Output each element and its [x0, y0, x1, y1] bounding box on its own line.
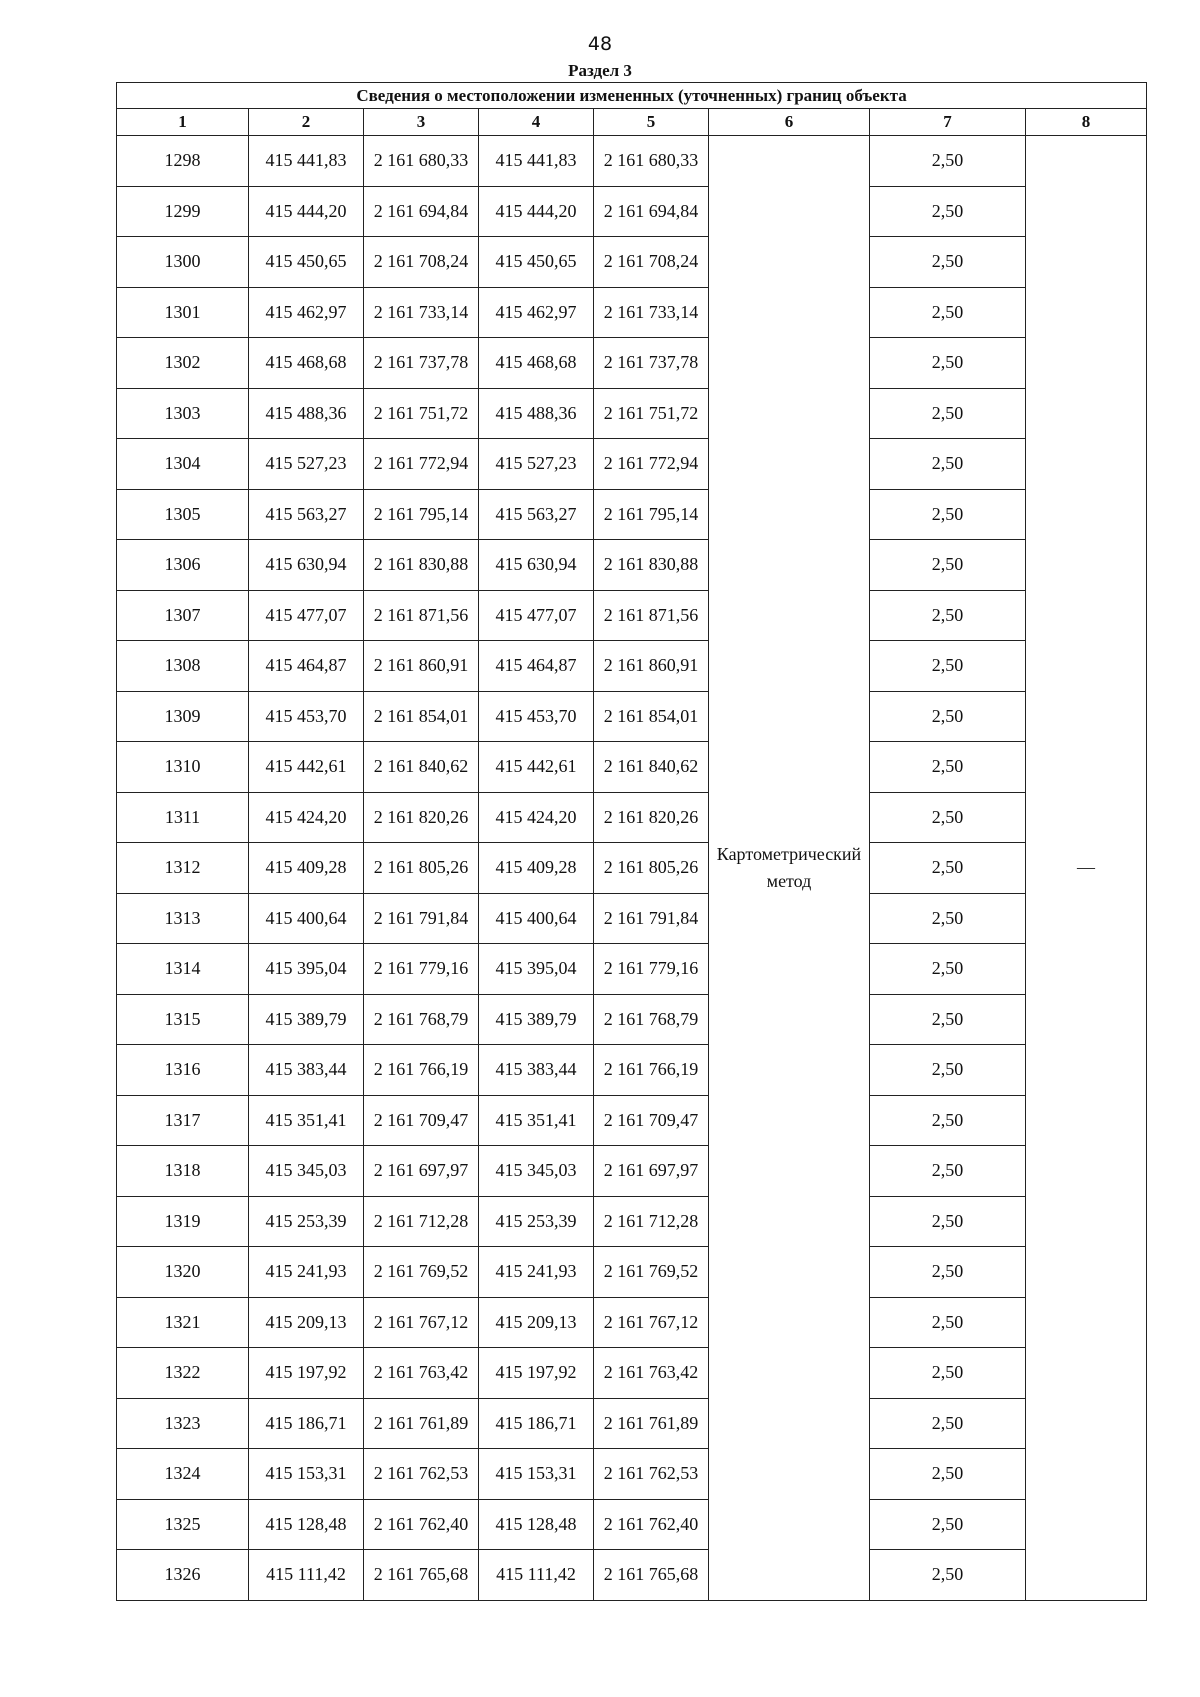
table-row — [117, 1449, 1147, 1500]
x-coordinate-refined-cell: 415 477,07 — [479, 590, 594, 641]
x-coordinate-existing-cell: 415 197,92 — [249, 1348, 364, 1399]
column-number: 4 — [479, 109, 594, 136]
x-coordinate-refined-cell: 415 253,39 — [479, 1196, 594, 1247]
y-coordinate-refined-cell: 2 161 772,94 — [594, 439, 709, 490]
accuracy-cell: 2,50 — [870, 388, 1026, 439]
x-coordinate-existing-cell: 415 111,42 — [249, 1550, 364, 1601]
y-coordinate-existing-cell: 2 161 680,33 — [364, 136, 479, 187]
accuracy-cell: 2,50 — [870, 186, 1026, 237]
column-8-cell: — — [1026, 136, 1147, 1601]
point-number-cell: 1310 — [117, 742, 249, 793]
x-coordinate-refined-cell: 415 395,04 — [479, 944, 594, 995]
y-coordinate-refined-cell: 2 161 791,84 — [594, 893, 709, 944]
point-number-cell: 1301 — [117, 287, 249, 338]
y-coordinate-refined-cell: 2 161 795,14 — [594, 489, 709, 540]
y-coordinate-existing-cell: 2 161 791,84 — [364, 893, 479, 944]
y-coordinate-refined-cell: 2 161 765,68 — [594, 1550, 709, 1601]
accuracy-cell: 2,50 — [870, 1095, 1026, 1146]
accuracy-cell: 2,50 — [870, 1398, 1026, 1449]
x-coordinate-existing-cell: 415 450,65 — [249, 237, 364, 288]
x-coordinate-refined-cell: 415 389,79 — [479, 994, 594, 1045]
table-row — [117, 439, 1147, 490]
point-number-cell: 1320 — [117, 1247, 249, 1298]
page-number: 48 — [587, 33, 613, 55]
table-row — [117, 338, 1147, 389]
point-number-cell: 1314 — [117, 944, 249, 995]
point-number-cell: 1316 — [117, 1045, 249, 1096]
accuracy-cell: 2,50 — [870, 338, 1026, 389]
table-row — [117, 994, 1147, 1045]
table-row — [117, 1348, 1147, 1399]
column-number: 5 — [594, 109, 709, 136]
accuracy-cell: 2,50 — [870, 1348, 1026, 1399]
table-row — [117, 792, 1147, 843]
table-row — [117, 691, 1147, 742]
y-coordinate-refined-cell: 2 161 709,47 — [594, 1095, 709, 1146]
y-coordinate-refined-cell: 2 161 820,26 — [594, 792, 709, 843]
x-coordinate-existing-cell: 415 488,36 — [249, 388, 364, 439]
accuracy-cell: 2,50 — [870, 893, 1026, 944]
table-row — [117, 1247, 1147, 1298]
point-number-cell: 1308 — [117, 641, 249, 692]
accuracy-cell: 2,50 — [870, 994, 1026, 1045]
x-coordinate-refined-cell: 415 128,48 — [479, 1499, 594, 1550]
table-row — [117, 1095, 1147, 1146]
y-coordinate-existing-cell: 2 161 765,68 — [364, 1550, 479, 1601]
y-coordinate-existing-cell: 2 161 762,40 — [364, 1499, 479, 1550]
table-row — [117, 590, 1147, 641]
accuracy-cell: 2,50 — [870, 1146, 1026, 1197]
accuracy-cell: 2,50 — [870, 540, 1026, 591]
table-row — [117, 1196, 1147, 1247]
accuracy-cell: 2,50 — [870, 489, 1026, 540]
x-coordinate-existing-cell: 415 453,70 — [249, 691, 364, 742]
column-number: 7 — [870, 109, 1026, 136]
x-coordinate-existing-cell: 415 409,28 — [249, 843, 364, 894]
x-coordinate-existing-cell: 415 464,87 — [249, 641, 364, 692]
accuracy-cell: 2,50 — [870, 742, 1026, 793]
table-row — [117, 1297, 1147, 1348]
y-coordinate-existing-cell: 2 161 830,88 — [364, 540, 479, 591]
accuracy-cell: 2,50 — [870, 1499, 1026, 1550]
method-cell — [709, 136, 870, 1601]
y-coordinate-refined-cell: 2 161 860,91 — [594, 641, 709, 692]
y-coordinate-refined-cell: 2 161 854,01 — [594, 691, 709, 742]
column-number: 3 — [364, 109, 479, 136]
y-coordinate-refined-cell: 2 161 767,12 — [594, 1297, 709, 1348]
y-coordinate-refined-cell: 2 161 697,97 — [594, 1146, 709, 1197]
accuracy-cell: 2,50 — [870, 590, 1026, 641]
y-coordinate-existing-cell: 2 161 709,47 — [364, 1095, 479, 1146]
x-coordinate-existing-cell: 415 424,20 — [249, 792, 364, 843]
y-coordinate-existing-cell: 2 161 708,24 — [364, 237, 479, 288]
accuracy-cell: 2,50 — [870, 843, 1026, 894]
y-coordinate-existing-cell: 2 161 768,79 — [364, 994, 479, 1045]
y-coordinate-existing-cell: 2 161 712,28 — [364, 1196, 479, 1247]
column-number: 2 — [249, 109, 364, 136]
point-number-cell: 1300 — [117, 237, 249, 288]
x-coordinate-existing-cell: 415 395,04 — [249, 944, 364, 995]
y-coordinate-refined-cell: 2 161 751,72 — [594, 388, 709, 439]
point-number-cell: 1306 — [117, 540, 249, 591]
accuracy-cell: 2,50 — [870, 287, 1026, 338]
point-number-cell: 1318 — [117, 1146, 249, 1197]
x-coordinate-existing-cell: 415 209,13 — [249, 1297, 364, 1348]
table-row — [117, 287, 1147, 338]
y-coordinate-refined-cell: 2 161 737,78 — [594, 338, 709, 389]
x-coordinate-existing-cell: 415 389,79 — [249, 994, 364, 1045]
x-coordinate-refined-cell: 415 468,68 — [479, 338, 594, 389]
accuracy-cell: 2,50 — [870, 691, 1026, 742]
x-coordinate-existing-cell: 415 345,03 — [249, 1146, 364, 1197]
x-coordinate-refined-cell: 415 186,71 — [479, 1398, 594, 1449]
x-coordinate-refined-cell: 415 345,03 — [479, 1146, 594, 1197]
x-coordinate-existing-cell: 415 630,94 — [249, 540, 364, 591]
y-coordinate-refined-cell: 2 161 769,52 — [594, 1247, 709, 1298]
table-row — [117, 1045, 1147, 1096]
point-number-cell: 1326 — [117, 1550, 249, 1601]
point-number-cell: 1299 — [117, 186, 249, 237]
point-number-cell: 1313 — [117, 893, 249, 944]
x-coordinate-refined-cell: 415 241,93 — [479, 1247, 594, 1298]
y-coordinate-refined-cell: 2 161 871,56 — [594, 590, 709, 641]
x-coordinate-refined-cell: 415 453,70 — [479, 691, 594, 742]
accuracy-cell: 2,50 — [870, 792, 1026, 843]
y-coordinate-refined-cell: 2 161 830,88 — [594, 540, 709, 591]
table-title: Сведения о местоположении измененных (уточненных) границ объекта — [117, 83, 1147, 109]
y-coordinate-refined-cell: 2 161 766,19 — [594, 1045, 709, 1096]
accuracy-cell: 2,50 — [870, 944, 1026, 995]
x-coordinate-refined-cell: 415 424,20 — [479, 792, 594, 843]
y-coordinate-existing-cell: 2 161 840,62 — [364, 742, 479, 793]
y-coordinate-existing-cell: 2 161 733,14 — [364, 287, 479, 338]
x-coordinate-existing-cell: 415 241,93 — [249, 1247, 364, 1298]
point-number-cell: 1311 — [117, 792, 249, 843]
x-coordinate-refined-cell: 415 563,27 — [479, 489, 594, 540]
table-row — [117, 489, 1147, 540]
table-row — [117, 641, 1147, 692]
x-coordinate-existing-cell: 415 153,31 — [249, 1449, 364, 1500]
table-row — [117, 388, 1147, 439]
column-number-row — [117, 109, 1147, 136]
y-coordinate-existing-cell: 2 161 769,52 — [364, 1247, 479, 1298]
point-number-cell: 1303 — [117, 388, 249, 439]
table-row — [117, 237, 1147, 288]
x-coordinate-existing-cell: 415 468,68 — [249, 338, 364, 389]
y-coordinate-existing-cell: 2 161 871,56 — [364, 590, 479, 641]
y-coordinate-existing-cell: 2 161 761,89 — [364, 1398, 479, 1449]
table-row — [117, 1499, 1147, 1550]
x-coordinate-existing-cell: 415 441,83 — [249, 136, 364, 187]
boundary-coordinates-table — [116, 82, 1147, 1601]
y-coordinate-refined-cell: 2 161 680,33 — [594, 136, 709, 187]
accuracy-cell: 2,50 — [870, 237, 1026, 288]
y-coordinate-existing-cell: 2 161 820,26 — [364, 792, 479, 843]
x-coordinate-refined-cell: 415 351,41 — [479, 1095, 594, 1146]
y-coordinate-refined-cell: 2 161 708,24 — [594, 237, 709, 288]
point-number-cell: 1304 — [117, 439, 249, 490]
y-coordinate-refined-cell: 2 161 712,28 — [594, 1196, 709, 1247]
x-coordinate-refined-cell: 415 400,64 — [479, 893, 594, 944]
x-coordinate-refined-cell: 415 488,36 — [479, 388, 594, 439]
point-number-cell: 1309 — [117, 691, 249, 742]
x-coordinate-refined-cell: 415 197,92 — [479, 1348, 594, 1399]
x-coordinate-refined-cell: 415 450,65 — [479, 237, 594, 288]
accuracy-cell: 2,50 — [870, 1045, 1026, 1096]
accuracy-cell: 2,50 — [870, 1297, 1026, 1348]
point-number-cell: 1325 — [117, 1499, 249, 1550]
x-coordinate-refined-cell: 415 630,94 — [479, 540, 594, 591]
y-coordinate-refined-cell: 2 161 768,79 — [594, 994, 709, 1045]
accuracy-cell: 2,50 — [870, 1247, 1026, 1298]
x-coordinate-existing-cell: 415 351,41 — [249, 1095, 364, 1146]
accuracy-cell: 2,50 — [870, 136, 1026, 187]
y-coordinate-existing-cell: 2 161 751,72 — [364, 388, 479, 439]
y-coordinate-existing-cell: 2 161 854,01 — [364, 691, 479, 742]
y-coordinate-existing-cell: 2 161 766,19 — [364, 1045, 479, 1096]
section-label: Раздел 3 — [568, 61, 632, 80]
y-coordinate-existing-cell: 2 161 737,78 — [364, 338, 479, 389]
y-coordinate-refined-cell: 2 161 805,26 — [594, 843, 709, 894]
y-coordinate-existing-cell: 2 161 762,53 — [364, 1449, 479, 1500]
x-coordinate-refined-cell: 415 444,20 — [479, 186, 594, 237]
y-coordinate-refined-cell: 2 161 762,53 — [594, 1449, 709, 1500]
table-row — [117, 944, 1147, 995]
x-coordinate-refined-cell: 415 442,61 — [479, 742, 594, 793]
point-number-cell: 1315 — [117, 994, 249, 1045]
x-coordinate-existing-cell: 415 442,61 — [249, 742, 364, 793]
y-coordinate-existing-cell: 2 161 697,97 — [364, 1146, 479, 1197]
accuracy-cell: 2,50 — [870, 1449, 1026, 1500]
y-coordinate-existing-cell: 2 161 860,91 — [364, 641, 479, 692]
y-coordinate-existing-cell: 2 161 805,26 — [364, 843, 479, 894]
accuracy-cell: 2,50 — [870, 1550, 1026, 1601]
point-number-cell: 1302 — [117, 338, 249, 389]
table-row — [117, 742, 1147, 793]
y-coordinate-existing-cell: 2 161 795,14 — [364, 489, 479, 540]
x-coordinate-refined-cell: 415 464,87 — [479, 641, 594, 692]
x-coordinate-existing-cell: 415 462,97 — [249, 287, 364, 338]
point-number-cell: 1324 — [117, 1449, 249, 1500]
table-row — [117, 186, 1147, 237]
table-row — [117, 843, 1147, 894]
x-coordinate-existing-cell: 415 477,07 — [249, 590, 364, 641]
y-coordinate-existing-cell: 2 161 767,12 — [364, 1297, 479, 1348]
table-row — [117, 1398, 1147, 1449]
y-coordinate-refined-cell: 2 161 694,84 — [594, 186, 709, 237]
point-number-cell: 1323 — [117, 1398, 249, 1449]
y-coordinate-refined-cell: 2 161 761,89 — [594, 1398, 709, 1449]
point-number-cell: 1317 — [117, 1095, 249, 1146]
y-coordinate-refined-cell: 2 161 762,40 — [594, 1499, 709, 1550]
x-coordinate-refined-cell: 415 111,42 — [479, 1550, 594, 1601]
x-coordinate-refined-cell: 415 441,83 — [479, 136, 594, 187]
table-row — [117, 1146, 1147, 1197]
x-coordinate-refined-cell: 415 383,44 — [479, 1045, 594, 1096]
x-coordinate-refined-cell: 415 209,13 — [479, 1297, 594, 1348]
accuracy-cell: 2,50 — [870, 641, 1026, 692]
column-number: 6 — [709, 109, 870, 136]
x-coordinate-existing-cell: 415 400,64 — [249, 893, 364, 944]
table-row — [117, 893, 1147, 944]
x-coordinate-refined-cell: 415 409,28 — [479, 843, 594, 894]
column-number: 1 — [117, 109, 249, 136]
point-number-cell: 1307 — [117, 590, 249, 641]
x-coordinate-existing-cell: 415 527,23 — [249, 439, 364, 490]
y-coordinate-refined-cell: 2 161 840,62 — [594, 742, 709, 793]
table-row — [117, 136, 1147, 187]
column-number: 8 — [1026, 109, 1147, 136]
point-number-cell: 1312 — [117, 843, 249, 894]
x-coordinate-existing-cell: 415 383,44 — [249, 1045, 364, 1096]
x-coordinate-existing-cell: 415 563,27 — [249, 489, 364, 540]
y-coordinate-existing-cell: 2 161 694,84 — [364, 186, 479, 237]
method-text: Картометрический метод — [716, 843, 862, 891]
point-number-cell: 1319 — [117, 1196, 249, 1247]
y-coordinate-existing-cell: 2 161 779,16 — [364, 944, 479, 995]
x-coordinate-existing-cell: 415 128,48 — [249, 1499, 364, 1550]
point-number-cell: 1298 — [117, 136, 249, 187]
y-coordinate-refined-cell: 2 161 733,14 — [594, 287, 709, 338]
x-coordinate-existing-cell: 415 186,71 — [249, 1398, 364, 1449]
x-coordinate-refined-cell: 415 462,97 — [479, 287, 594, 338]
point-number-cell: 1321 — [117, 1297, 249, 1348]
point-number-cell: 1322 — [117, 1348, 249, 1399]
y-coordinate-existing-cell: 2 161 772,94 — [364, 439, 479, 490]
y-coordinate-refined-cell: 2 161 779,16 — [594, 944, 709, 995]
point-number-cell: 1305 — [117, 489, 249, 540]
accuracy-cell: 2,50 — [870, 1196, 1026, 1247]
y-coordinate-refined-cell: 2 161 763,42 — [594, 1348, 709, 1399]
accuracy-cell: 2,50 — [870, 439, 1026, 490]
x-coordinate-existing-cell: 415 253,39 — [249, 1196, 364, 1247]
y-coordinate-existing-cell: 2 161 763,42 — [364, 1348, 479, 1399]
x-coordinate-refined-cell: 415 527,23 — [479, 439, 594, 490]
table-row — [117, 1550, 1147, 1601]
x-coordinate-refined-cell: 415 153,31 — [479, 1449, 594, 1500]
table-row — [117, 540, 1147, 591]
x-coordinate-existing-cell: 415 444,20 — [249, 186, 364, 237]
